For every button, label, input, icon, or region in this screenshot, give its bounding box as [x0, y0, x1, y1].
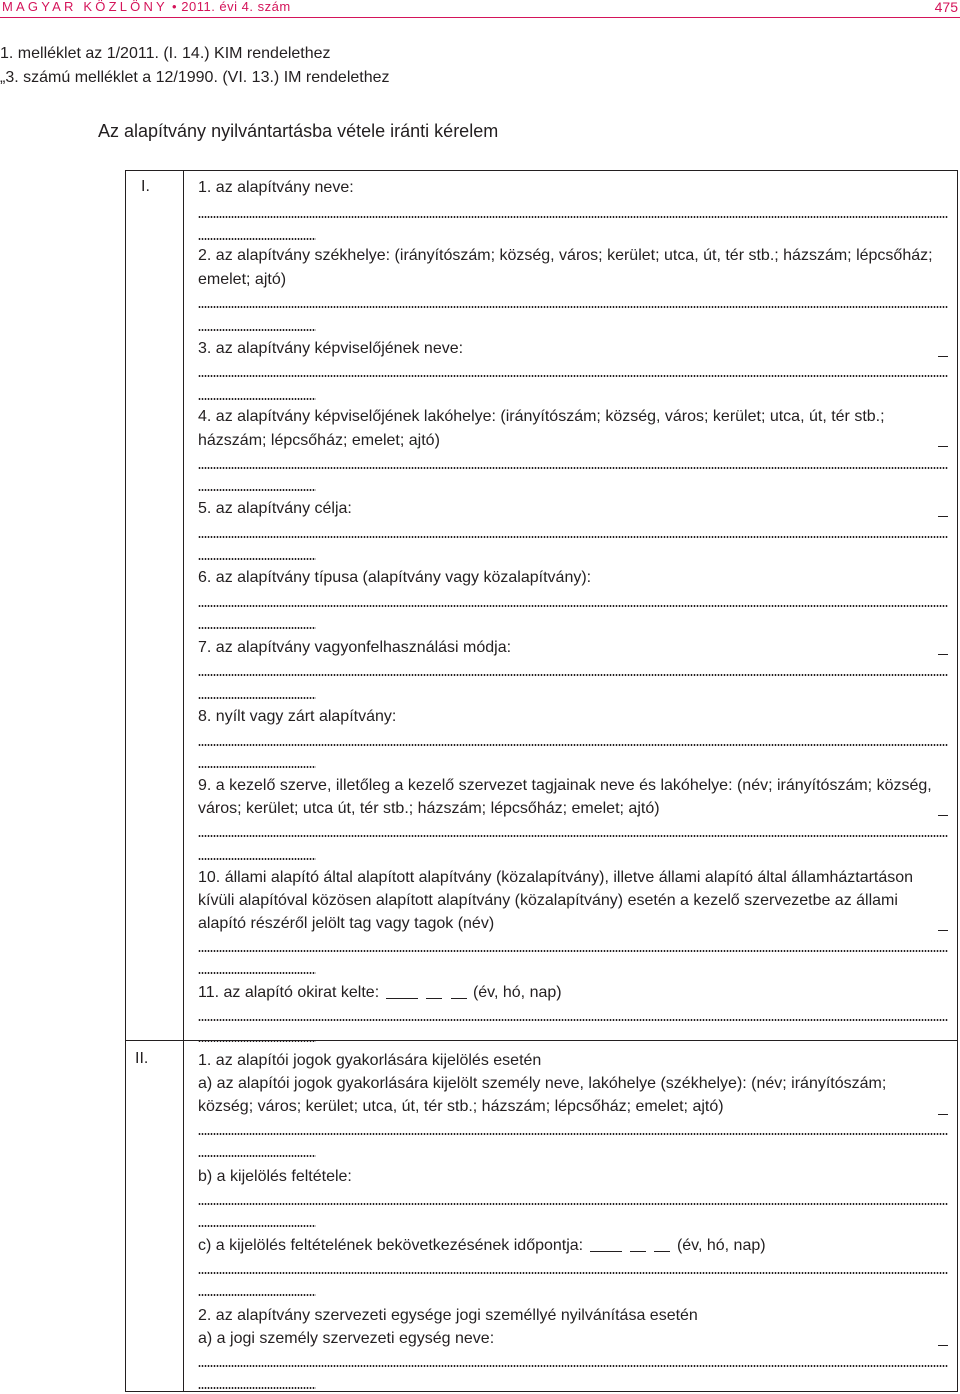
- fill-line[interactable]: [198, 467, 948, 469]
- section-label-2: II.: [135, 1050, 149, 1067]
- fill-line[interactable]: [198, 398, 316, 400]
- deed-date-label: 11. az alapító okirat kelte:: [198, 984, 380, 1001]
- blank-marker: [938, 356, 948, 357]
- item-open-closed: 8. nyílt vagy zárt alapítvány:: [198, 708, 397, 725]
- fill-line[interactable]: [198, 697, 316, 699]
- fill-line[interactable]: [198, 558, 316, 560]
- annex-reference-amended: „3. számú melléklet a 12/1990. (VI. 13.) IM rendelethez: [0, 69, 390, 86]
- item-state-founder: 10. állami alapító által alapított alapítvány (közalapítvány), illetve állami alapító által államháztartáson: [198, 869, 914, 886]
- blank-marker: [938, 1114, 948, 1115]
- blank-marker: [938, 446, 948, 447]
- month-blank[interactable]: [426, 998, 442, 999]
- fill-line[interactable]: [198, 950, 948, 952]
- blank-marker: [938, 930, 948, 931]
- fill-line[interactable]: [198, 375, 948, 377]
- fill-line[interactable]: [198, 1365, 948, 1367]
- item-managing-body-cont: város; kerület; utca út, tér stb.; házszám; lépcsőház; emelet; ajtó): [198, 800, 660, 817]
- blank-marker: [938, 516, 948, 517]
- fill-line[interactable]: [198, 1040, 316, 1042]
- annex-reference: 1. melléklet az 1/2011. (I. 14.) KIM rendelethez: [0, 45, 331, 62]
- item-representative-name: 3. az alapítvány képviselőjének neve:: [198, 340, 464, 357]
- publication-name: MAGYAR KÖZLÖNY: [2, 0, 168, 14]
- date-format-hint: (év, hó, nap): [472, 984, 562, 1001]
- fill-line[interactable]: [198, 972, 316, 974]
- fill-line[interactable]: [198, 1272, 948, 1274]
- item-type: 6. az alapítvány típusa (alapítvány vagy közalapítvány):: [198, 569, 592, 586]
- item-representative-residence-cont: házszám; lépcsőház; emelet; ajtó): [198, 432, 440, 449]
- fill-line[interactable]: [198, 1294, 316, 1296]
- fill-line[interactable]: [198, 744, 948, 746]
- fill-line[interactable]: [198, 858, 316, 860]
- fill-line[interactable]: [198, 329, 316, 331]
- month-blank[interactable]: [630, 1251, 646, 1252]
- item-managing-body: 9. a kezelő szerve, illetőleg a kezelő szervezet tagjainak neve és lakóhelye: (név; irányítószám; község,: [198, 777, 932, 794]
- blank-marker: [938, 815, 948, 816]
- issue-number: 2011. évi 4. szám: [181, 0, 291, 14]
- year-blank[interactable]: [590, 1251, 622, 1252]
- item-seat: 2. az alapítvány székhelye: (irányítószám; község, város; kerület; utca, út, tér stb.; házszám; lépcsőház;: [198, 247, 933, 264]
- item-org-unit: 2. az alapítvány szervezeti egysége jogi személlyé nyilvánítása esetén: [198, 1307, 698, 1324]
- fill-line[interactable]: [198, 1019, 948, 1021]
- fill-line[interactable]: [198, 489, 316, 491]
- year-blank[interactable]: [386, 998, 418, 999]
- item-condition-date: [198, 1234, 766, 1257]
- fill-line[interactable]: [198, 238, 316, 240]
- fill-line[interactable]: [198, 1203, 948, 1205]
- item-designated-person: a) az alapítói jogok gyakorlására kijelölt személy neve, lakóhelye (székhelye): (név; irányítószám;: [198, 1075, 887, 1092]
- header-bullet: •: [172, 0, 178, 14]
- item-seat-cont: emelet; ajtó): [198, 271, 287, 288]
- date-format-hint: (év, hó, nap): [676, 1237, 766, 1254]
- day-blank[interactable]: [654, 1251, 670, 1252]
- header-left: [2, 0, 291, 14]
- fill-line[interactable]: [198, 766, 316, 768]
- item-purpose: 5. az alapítvány célja:: [198, 500, 352, 517]
- page-number: 475: [934, 0, 958, 15]
- fill-line[interactable]: [198, 1225, 316, 1227]
- fill-line[interactable]: [198, 1133, 948, 1135]
- item-org-unit-name: a) a jogi személy szervezeti egység neve:: [198, 1330, 495, 1347]
- item-asset-use: 7. az alapítvány vagyonfelhasználási módja:: [198, 639, 512, 656]
- item-founder-rights: 1. az alapítói jogok gyakorlására kijelölés esetén: [198, 1052, 542, 1069]
- item-state-founder-cont2: alapító részéről jelölt tag vagy tagok (név): [198, 915, 495, 932]
- column-divider: [183, 170, 184, 1392]
- fill-line[interactable]: [198, 1155, 316, 1157]
- item-foundation-name: 1. az alapítvány neve:: [198, 179, 354, 196]
- fill-line[interactable]: [198, 216, 948, 218]
- fill-line[interactable]: [198, 627, 316, 629]
- day-blank[interactable]: [451, 998, 467, 999]
- item-representative-residence: 4. az alapítvány képviselőjének lakóhelye: (irányítószám; község, város; kerület; utca, út, tér stb.;: [198, 408, 885, 425]
- condition-date-label: c) a kijelölés feltételének bekövetkezésének időpontja:: [198, 1237, 584, 1254]
- blank-marker: [938, 1345, 948, 1346]
- item-deed-date: [198, 981, 562, 1004]
- item-designated-person-cont: község; város; kerület; utca, út, tér stb.; házszám; lépcsőház; emelet; ajtó): [198, 1098, 724, 1115]
- header-rule: [0, 17, 960, 18]
- fill-line[interactable]: [198, 605, 948, 607]
- fill-line[interactable]: [198, 835, 948, 837]
- section-label-1: I.: [141, 178, 150, 195]
- fill-line[interactable]: [198, 306, 948, 308]
- fill-line[interactable]: [198, 674, 948, 676]
- page-header: [0, 0, 960, 16]
- form-title: Az alapítvány nyilvántartásba vétele iránti kérelem: [98, 121, 499, 141]
- item-designation-condition: b) a kijelölés feltétele:: [198, 1168, 352, 1185]
- blank-marker: [938, 654, 948, 655]
- item-state-founder-cont1: kívüli alapítóval közösen alapított alapítvány (közalapítvány) esetén a kezelő szervezetbe az állami: [198, 892, 898, 909]
- fill-line[interactable]: [198, 536, 948, 538]
- fill-line[interactable]: [198, 1387, 316, 1389]
